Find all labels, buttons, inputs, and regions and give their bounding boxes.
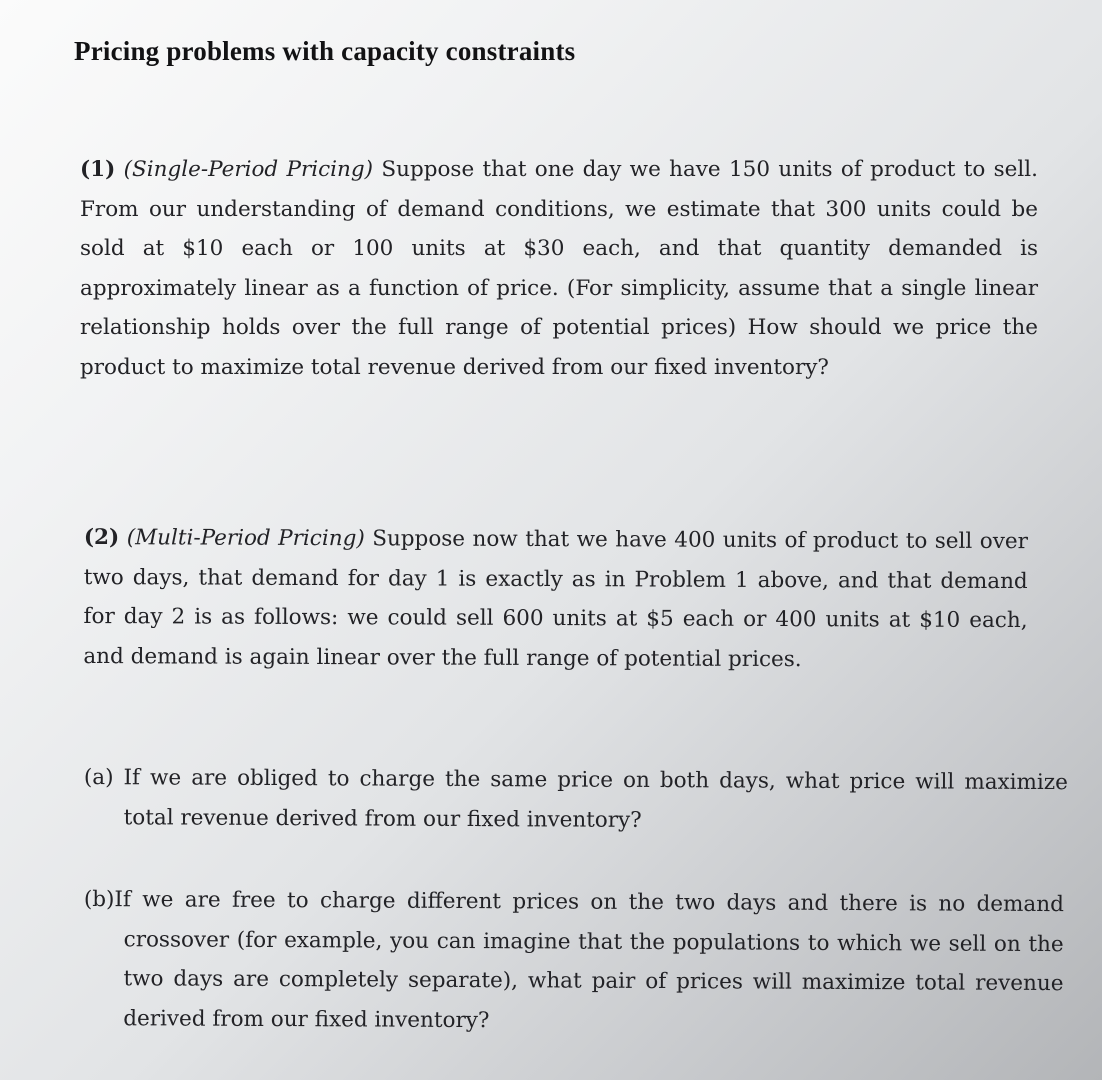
page-title: Pricing problems with capacity constraints [74, 36, 576, 66]
problem-1-text: Suppose that one day we have 150 units of product to sell. From our understanding of demand conditions, we estimate that 300 units could be sold at $10 each or 100 units at $30 each, and that quantity demanded is approximately linear as a function of price. (For simplicity, assume that a single linear relationship holds over the full range of potential prices) How should we price the product to maximize total revenue derived from our fixed inventory? [80, 157, 1038, 380]
problem-2b-label: (b) [83, 886, 115, 913]
problem-2-paragraph [83, 518, 1028, 680]
problem-2-text: Suppose now that we have 400 units of product to sell over two days, that demand for day 1 is exactly as in Problem 1 above, and that demand for day 2 is as follows: we could sell 600 units at $5 each or 400 units at $10 each, and demand is again linear over the full range of potential prices. [83, 526, 1028, 672]
problem-2-number: (2) [83, 524, 120, 551]
problem-2a-text: If we are obliged to charge the same price on both days, what price will maximize total revenue derived from our fixed inventory? [113, 765, 1068, 833]
problem-2a-label: (a) [83, 764, 114, 791]
problem-1-paragraph [80, 150, 1038, 387]
problem-1-label: (Single-Period Pricing) [123, 157, 374, 182]
problem-2-label: (Multi-Period Pricing) [126, 525, 365, 552]
problem-1-number: (1) [80, 157, 116, 182]
problem-2b-paragraph [83, 880, 1064, 1043]
problem-2a-paragraph [84, 758, 1068, 842]
problem-2b-text: If we are free to charge different prices on the two days and there is no demand crossover (for example, you can imagine that the populations to which we sell on the two days are completely separate), what pair of prices will maximize total revenue derived from our fixed inventory? [114, 887, 1064, 1033]
